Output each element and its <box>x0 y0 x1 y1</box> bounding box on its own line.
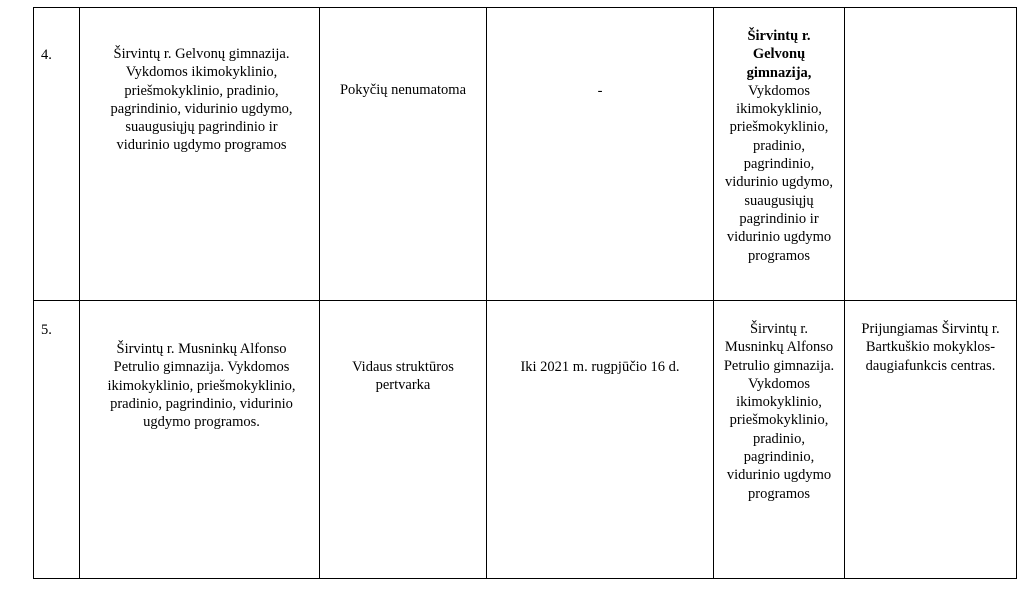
after-reorganization-block <box>720 8 838 265</box>
deadline: - <box>597 83 603 99</box>
after-reorganization-cell <box>714 8 845 301</box>
change-cell <box>320 301 487 579</box>
note-cell <box>845 8 1017 301</box>
deadline-cell <box>487 301 714 579</box>
after-reorganization-cell <box>714 301 845 579</box>
note: Prijungiamas Širvintų r. Bartkuškio mokyklos-daugiafunkcis centras. <box>861 321 1000 374</box>
institution-name-bold: Širvintų r. Gelvonų gimnazija, <box>746 28 812 81</box>
institution-cell <box>80 301 320 579</box>
note <box>845 8 1016 45</box>
change-cell <box>320 8 487 301</box>
row-number: 4. <box>41 47 52 63</box>
row-number: 5. <box>41 322 52 338</box>
deadline-cell <box>487 8 714 301</box>
table-row <box>34 8 1017 301</box>
institution-description: Širvintų r. Gelvonų gimnazija. Vykdomos ikimokyklinio, priešmokyklinio, pradinio, pagrindinio, vidurinio ugdymo, suaugusiųjų pagrindinio ir vidurinio ugdymo programos <box>110 46 293 154</box>
planned-change: Pokyčių nenumatoma <box>339 82 467 98</box>
note-cell <box>845 301 1017 579</box>
institution-description: Širvintų r. Musninkų Alfonso Petrulio gimnazija. Vykdomos ikimokyklinio, priešmokyklinio, pradinio, pagrindinio, vidurinio ugdymo programos. <box>107 341 296 431</box>
after-reorganization-text: Širvintų r. Musninkų Alfonso Petrulio gimnazija. Vykdomos ikimokyklinio, priešmokyklinio, pradinio, pagrindinio, vidurinio ugdymo programos <box>723 321 835 502</box>
table-row <box>34 301 1017 579</box>
planned-change: Vidaus struktūros pertvarka <box>352 359 454 394</box>
reorganization-table <box>33 7 1017 579</box>
row-number-cell <box>34 301 80 579</box>
deadline: Iki 2021 m. rugpjūčio 16 d. <box>520 359 680 375</box>
after-reorganization-text: Vykdomos ikimokyklinio, priešmokyklinio, pradinio, pagrindinio, vidurinio ugdymo, suaugusiųjų pagrindinio ir vidurinio ugdymo programos <box>725 82 833 264</box>
institution-cell <box>80 8 320 301</box>
row-number-cell <box>34 8 80 301</box>
